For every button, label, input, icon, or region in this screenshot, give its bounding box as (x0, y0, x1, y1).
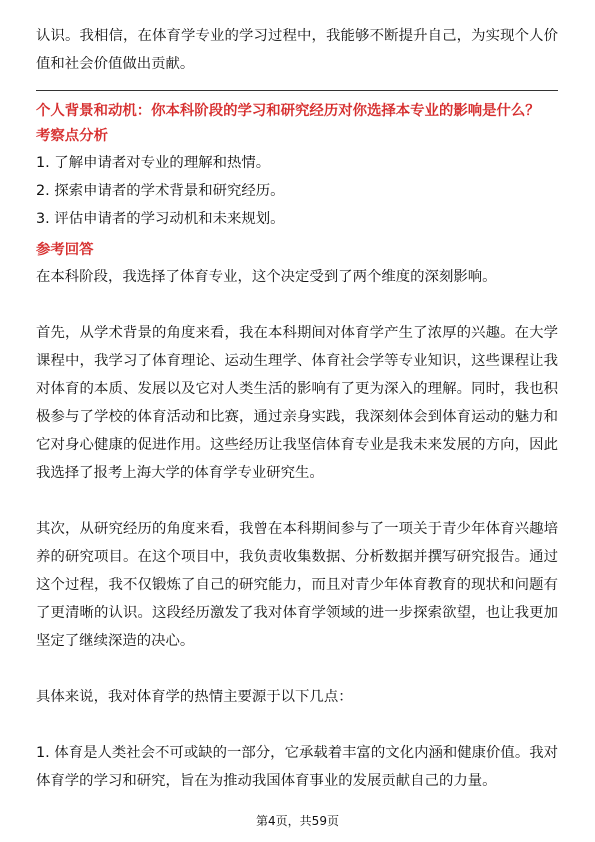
answer-paragraph: 具体来说，我对体育学的热情主要源于以下几点： (36, 689, 353, 705)
document-page (36, 22, 558, 795)
answer-heading: 参考回答 (36, 242, 94, 258)
section-divider (36, 90, 558, 91)
paragraph-gap (36, 655, 558, 683)
paragraph-gap (36, 291, 558, 319)
analysis-heading: 考察点分析 (36, 128, 108, 144)
analysis-item: 1. 了解申请者对专业的理解和热情。 (36, 155, 271, 171)
answer-paragraph: 在本科阶段，我选择了体育专业，这个决定受到了两个维度的深刻影响。 (36, 269, 497, 285)
answer-paragraph: 1. 体育是人类社会不可或缺的一部分，它承载着丰富的文化内涵和健康价值。我对体育学的学习和研究，旨在为推动我国体育事业的发展贡献自己的力量。 (36, 745, 558, 789)
analysis-item: 2. 探索申请者的学术背景和研究经历。 (36, 183, 285, 199)
page-number: 第4页，共59页 (256, 814, 339, 828)
analysis-item: 3. 评估申请者的学习动机和未来规划。 (36, 211, 285, 227)
intro-paragraph: 认识。我相信，在体育学专业的学习过程中，我能够不断提升自己，为实现个人价值和社会价值做出贡献。 (36, 28, 558, 72)
paragraph-gap (36, 487, 558, 515)
question-heading: 个人背景和动机：你本科阶段的学习和研究经历对你选择本专业的影响是什么？ (36, 103, 540, 119)
answer-paragraph: 首先，从学术背景的角度来看，我在本科期间对体育学产生了浓厚的兴趣。在大学课程中，我学习了体育理论、运动生理学、体育社会学等专业知识，这些课程让我对体育的本质、发展以及它对人类生活的影响有了更为深入的理解。同时，我也积极参与了学校的体育活动和比赛，通过亲身实践，我深刻体会到体育运动的魅力和它对身心健康的促进作用。这些经历让我坚信体育专业是我未来发展的方向，因此我选择了报考上海大学的体育学专业研究生。 (36, 325, 558, 481)
answer-paragraph: 其次，从研究经历的角度来看，我曾在本科期间参与了一项关于青少年体育兴趣培养的研究项目。在这个项目中，我负责收集数据、分析数据并撰写研究报告。通过这个过程，我不仅锻炼了自己的研究能力，而且对青少年体育教育的现状和问题有了更清晰的认识。这段经历激发了我对体育学领域的进一步探索欲望，也让我更加坚定了继续深造的决心。 (36, 521, 558, 649)
paragraph-gap (36, 711, 558, 739)
